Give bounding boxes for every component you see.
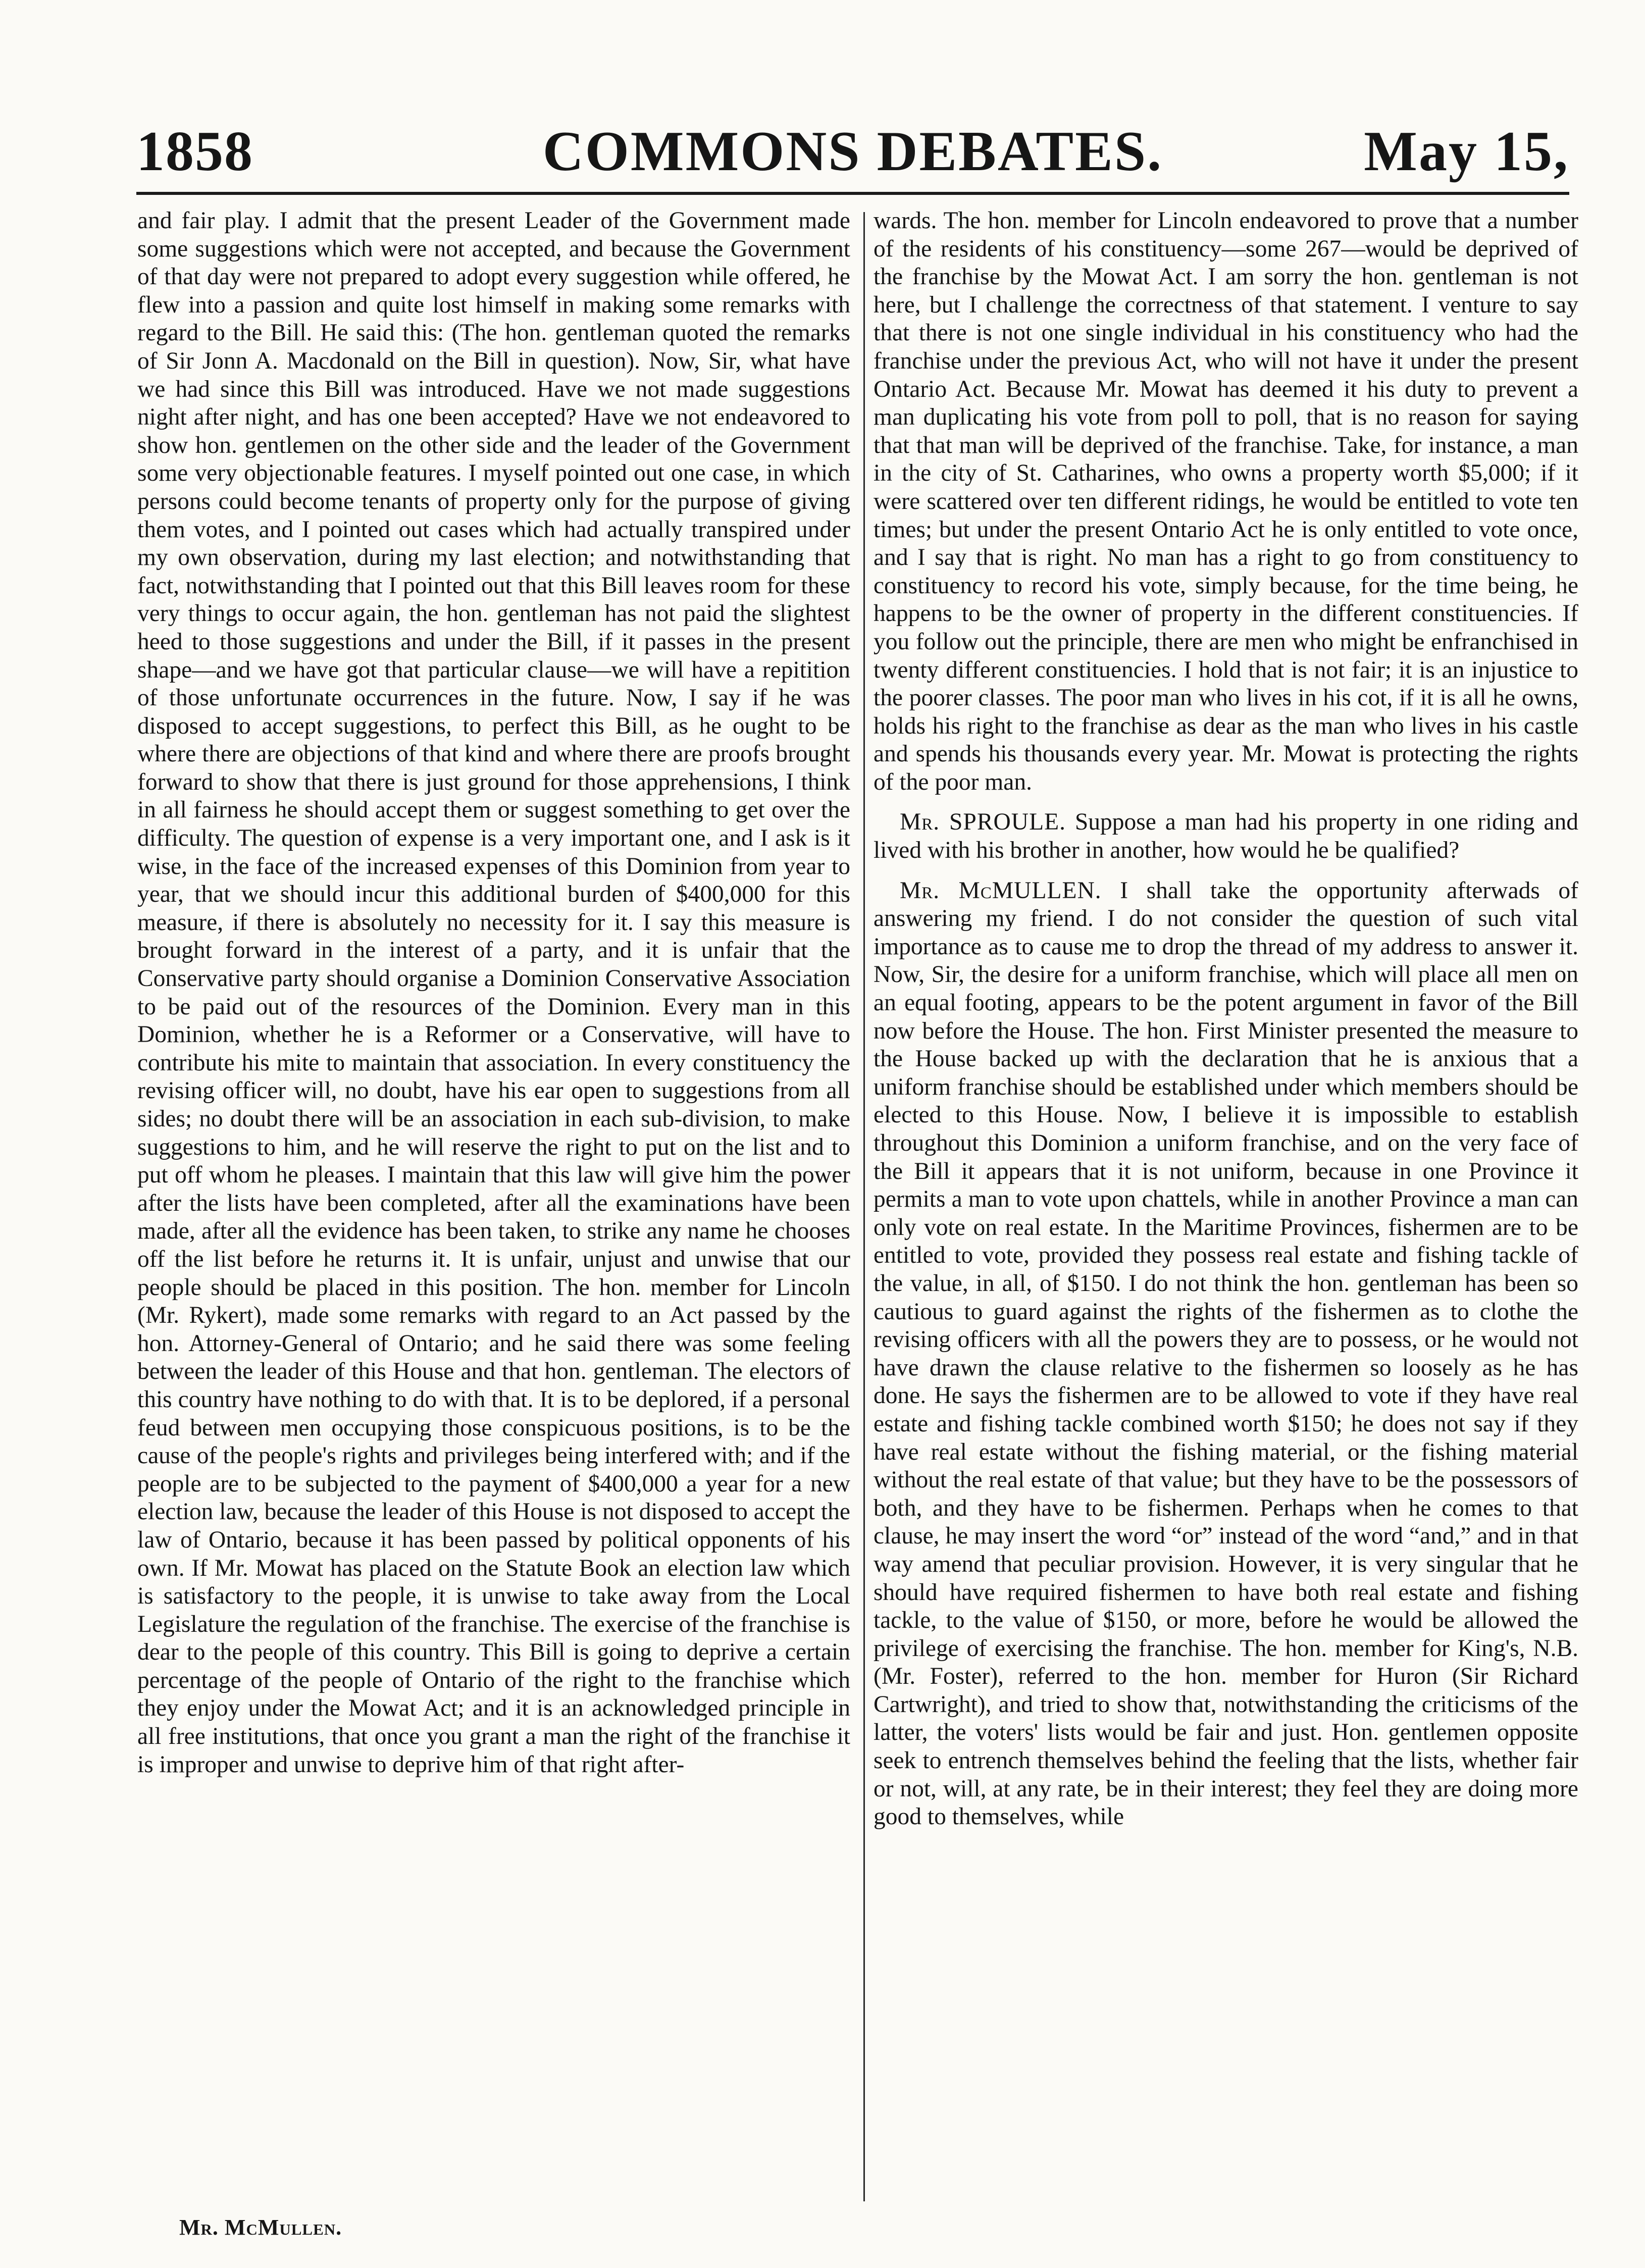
right-column <box>873 207 1578 1831</box>
mcmullen-speech <box>873 877 1578 1831</box>
column-divider <box>863 212 865 2201</box>
speech-text: I shall take the opportunity afterwads of answering my friend. I do not consider the question of such vital importance as to cause me to drop the thread of my address to answer it. Now, Sir, the desire for a uniform franchise, which will place all men on an equal footing, appears to be the potent argument in favor of the Bill now before the House. The hon. First Minister presented the measure to the House backed up with the declaration that he is anxious that a uniform franchise should be established under which members should be elected to this House. Now, I believe it is impossible to establish throughout this Dominion a uniform franchise, and on the very face of the Bill it appears that it is not uniform, because in one Province it permits a man to vote upon chattels, while in another Province a man can only vote on real estate. In the Maritime Provinces, fishermen are to be entitled to vote, provided they possess real estate and fishing tackle of the value, in all, of $150. I do not think the hon. gentleman has been so cautious to guard against the rights of the fishermen as to clothe the revising officers with all the powers they are to possess, or he would not have drawn the clause relative to the fishermen so loosely as he has done. He says the fishermen are to be allowed to vote if they have real estate and fishing tackle combined worth $150; he does not say if they have real estate without the fishing material, or the fishing material without the real estate of that value; but they have to be the possessors of both, and they have to be fishermen. Perhaps when he comes to that clause, he may insert the word “or” instead of the word “and,” and in that way amend that peculiar provision. However, it is very singular that he should have required fishermen to have both real estate and fishing tackle, to the value of $150, or more, before he would be allowed the privilege of exercising the franchise. The hon. member for King's, N.B. (Mr. Foster), referred to the hon. member for Huron (Sir Richard Cartwright), and tried to show that, notwithstanding the criticisms of the latter, the voters' lists would be fair and just. Hon. gentlemen opposite seek to entrench themselves behind the feeling that the lists, whether fair or not, will, at any rate, be in their interest; they feel they are doing more good to themselves, while <box>873 877 1578 1830</box>
speaker-name: Mr. SPROULE. <box>900 809 1066 836</box>
sproule-speech <box>873 808 1578 864</box>
continued-speech-paragraph-right: wards. The hon. member for Lincoln endeavored to prove that a number of the residents of his constituency—some 267—would be deprived of the franchise by the Mowat Act. I am sorry the hon. gentleman is not here, but I challenge the correctness of that statement. I venture to say that there is not one single individual in his constituency who had the franchise under the previous Act, who will not have it under the present Ontario Act. Because Mr. Mowat has deemed it his duty to prevent a man duplicating his vote from poll to poll, that is no reason for saying that that man will be deprived of the franchise. Take, for instance, a man in the city of St. Catharines, who owns a property worth $5,000; if it were scattered over ten different ridings, he would be entitled to vote ten times; but under the present Ontario Act he is only entitled to vote once, and I say that is right. No man has a right to go from constituency to constituency to record his vote, simply because, for the time being, he happens to be the owner of property in the different constituencies. If you follow out the principle, there are men who might be enfranchised in twenty different constituencies. I hold that is not fair; it is an injustice to the poorer classes. The poor man who lives in his cot, if it is all he owns, holds his right to the franchise as dear as the man who lives in his castle and spends his thousands every year. Mr. Mowat is protecting the rights of the poor man. <box>873 208 1578 795</box>
speaker-name: Mr. McMULLEN. <box>900 877 1102 904</box>
continued-speech-paragraph: and fair play. I admit that the present Leader of the Government made some suggestions which were not accepted, and because the Government of that day were not prepared to adopt every suggestion while offered, he flew into a passion and quite lost himself in making some remarks with regard to the Bill. He said this: (The hon. gentleman quoted the remarks of Sir Jonn A. Macdonald on the Bill in question). Now, Sir, what have we had since this Bill was introduced. Have we not made suggestions night after night, and has one been accepted? Have we not endeavored to show hon. gentlemen on the other side and the leader of the Government some very objectionable features. I myself pointed out one case, in which persons could become tenants of property only for the purpose of giving them votes, and I pointed out cases which had actually transpired under my own observation, during my last election; and notwithstanding that fact, notwithstanding that I pointed out that this Bill leaves room for these very things to occur again, the hon. gentleman has not paid the slightest heed to those suggestions and under the Bill, if it passes in the present shape—and we have got that particular clause—we will have a repitition of those unfortunate occurrences in the future. Now, I say if he was disposed to accept suggestions, to perfect this Bill, as he ought to be where there are objections of that kind and where there are proofs brought forward to show that there is just ground for those apprehensions, I think in all fairness he should accept them or suggest something to get over the difficulty. The question of expense is a very important one, and I ask is it wise, in the face of the increased expenses of this Dominion from year to year, that we should incur this additional burden of $400,000 for this measure, if there is absolutely no necessity for it. I say this measure is brought forward in the interest of a party, and it is unfair that the Conservative party should organise a Dominion Conservative Association to be paid out of the resources of the Dominion. Every man in this Dominion, whether he is a Reformer or a Conservative, will have to contribute his mite to maintain that association. In every constituency the revising officer will, no doubt, have his ear open to suggestions from all sides; no doubt there will be an association in each sub-division, to make suggestions to him, and he will reserve the right to put on the list and to put off whom he pleases. I maintain that this law will give him the power after the lists have been completed, after all the examinations have been made, after all the evidence has been taken, to strike any name he chooses off the list before he returns it. It is unfair, unjust and unwise that our people should be placed in this position. The hon. member for Lincoln (Mr. Rykert), made some remarks with regard to an Act passed by the hon. Attorney-General of Ontario; and he said there was some feeling between the leader of this House and that hon. gentleman. The electors of this country have nothing to do with that. It is to be deplored, if a personal feud between men occupying those conspicuous positions, is to be the cause of the people's rights and privileges being interfered with; and if the people are to be subjected to the payment of $400,000 a year for a new election law, because the leader of this House is not disposed to accept the law of Ontario, because it has been passed by political opponents of his own. If Mr. Mowat has placed on the Statute Book an election law which is satisfactory to the people, it is unwise to take away from the Local Legislature the regulation of the franchise. The exercise of the franchise is dear to the people of this country. This Bill is going to deprive a certain percentage of the people of Ontario of the right to the franchise which they enjoy under the Mowat Act; and it is an acknowledged principle in all free institutions, that once you grant a man the right of the franchise it is improper and unwise to deprive him of that right after- <box>137 208 850 1778</box>
page-number: 1858 <box>136 120 253 183</box>
footer-speaker-tag: Mr. McMullen. <box>179 2215 342 2240</box>
session-date: May 15, <box>1364 120 1569 183</box>
header-rule <box>136 192 1569 195</box>
speech-text: Suppose a man had his property in one riding and lived with his brother in another, how would he be qualified? <box>873 809 1579 864</box>
left-column <box>137 207 850 1779</box>
publication-title: COMMONS DEBATES. <box>542 120 1163 183</box>
running-head <box>136 114 1569 189</box>
